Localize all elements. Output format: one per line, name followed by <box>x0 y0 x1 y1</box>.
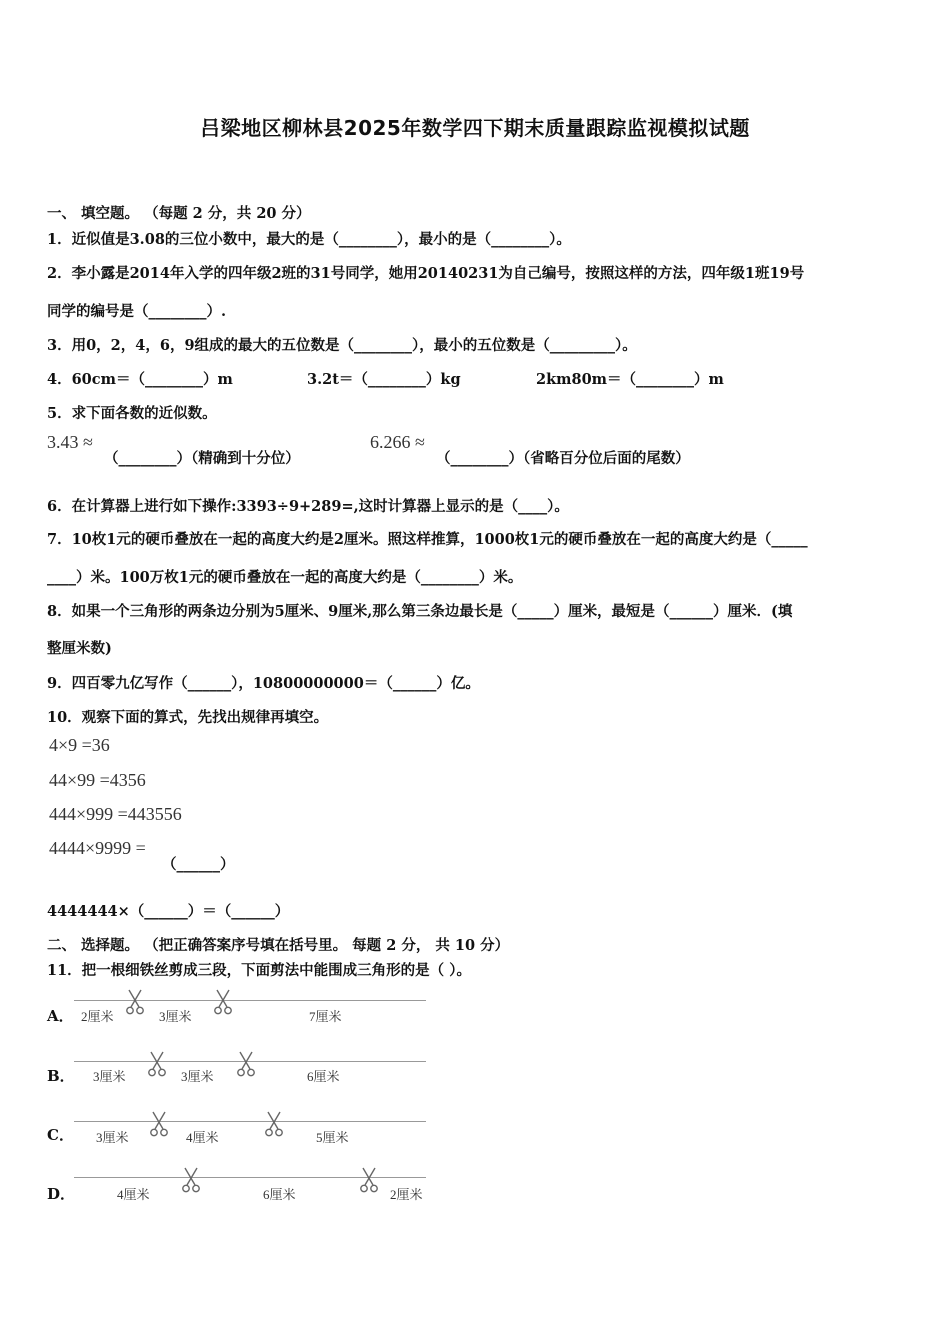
segment-label: 3厘米 <box>181 1069 214 1084</box>
question-2-line-2: 同学的编号是（________）. <box>47 303 227 320</box>
option-d-label: D． <box>47 1185 76 1203</box>
segment-label: 3厘米 <box>93 1069 126 1084</box>
scissors-icon <box>358 1166 380 1194</box>
question-4-part-b: 3.2t＝（________）kg <box>307 371 461 388</box>
scissors-icon <box>263 1110 285 1138</box>
question-5-blank-a: （________）（精确到十分位） <box>104 450 300 467</box>
segment-label: 4厘米 <box>117 1187 150 1202</box>
section-heading-fill-in: 一、 填空题。 （每题 2 分，共 20 分） <box>47 205 311 222</box>
question-5-expr-b: 6.266 ≈ <box>370 432 425 452</box>
question-7-line-2: ____）米。100万枚1元的硬币叠放在一起的高度大约是（________）米。 <box>47 569 523 586</box>
question-7-line-1: 7．10枚1元的硬币叠放在一起的高度大约是2厘米。照这样推算，1000枚1元的硬币叠放在一起的高度大约是（_____ <box>47 531 808 548</box>
scissors-icon <box>148 1110 170 1138</box>
question-11-stem: 11．把一根细铁丝剪成三段，下面剪法中能围成三角形的是（ ）。 <box>47 962 471 979</box>
question-10-eq-1: 4×9 =36 <box>49 735 110 755</box>
segment-label: 3厘米 <box>159 1009 192 1024</box>
question-10-eq-4-blank: （______） <box>162 856 235 873</box>
option-b-label: B． <box>47 1067 75 1085</box>
segment-label: 7厘米 <box>309 1009 342 1024</box>
scissors-icon <box>124 988 146 1016</box>
question-6: 6．在计算器上进行如下操作:3393÷9+289=,这时计算器上显示的是（____）。 <box>47 498 569 515</box>
question-4-part-a: 4．60cm＝（________）m <box>47 371 233 388</box>
option-c-label: C． <box>47 1126 74 1144</box>
section-heading-multiple-choice: 二、 选择题。 （把正确答案序号填在括号里。 每题 2 分， 共 10 分） <box>47 937 510 954</box>
scissors-icon <box>212 988 234 1016</box>
question-5-stem: 5．求下面各数的近似数。 <box>47 405 217 422</box>
question-10-eq-3: 444×999 =443556 <box>49 804 182 824</box>
segment-label: 3厘米 <box>96 1130 129 1145</box>
question-10-eq-2: 44×99 =4356 <box>49 770 146 790</box>
option-a-label: A． <box>47 1007 74 1025</box>
segment-label: 6厘米 <box>263 1187 296 1202</box>
scissors-icon <box>146 1050 168 1078</box>
scissors-icon <box>180 1166 202 1194</box>
segment-label: 5厘米 <box>316 1130 349 1145</box>
question-2-line-1: 2．李小露是2014年入学的四年级2班的31号同学，她用20140231为自己编号，按照这样的方法，四年级1班19号 <box>47 265 805 282</box>
question-1: 1．近似值是3.08的三位小数中，最大的是（________），最小的是（________）。 <box>47 231 571 248</box>
question-10-stem: 10．观察下面的算式，先找出规律再填空。 <box>47 709 329 726</box>
page-title: 吕梁地区柳林县2025年数学四下期末质量跟踪监视模拟试题 <box>200 116 750 140</box>
question-5-expr-a: 3.43 ≈ <box>47 432 93 452</box>
question-8-line-2: 整厘米数) <box>47 640 112 657</box>
segment-label: 6厘米 <box>307 1069 340 1084</box>
question-5-blank-b: （________）（省略百分位后面的尾数） <box>436 450 690 467</box>
question-8-line-1: 8．如果一个三角形的两条边分别为5厘米、9厘米,那么第三条边最长是（_____）厘米，最短是（______）厘米．(填 <box>47 603 793 620</box>
question-3: 3．用0，2，4，6，9组成的最大的五位数是（________），最小的五位数是（_________）。 <box>47 337 637 354</box>
question-9: 9．四百零九亿写作（______），10800000000＝（______）亿。 <box>47 675 480 692</box>
segment-label: 2厘米 <box>390 1187 423 1202</box>
segment-label: 2厘米 <box>81 1009 114 1024</box>
scissors-icon <box>235 1050 257 1078</box>
question-10-eq-5: 4444444×（______）＝（______） <box>47 903 290 920</box>
wire-line <box>74 1121 426 1122</box>
question-4-part-c: 2km80m＝（________）m <box>536 371 724 388</box>
question-10-eq-4: 4444×9999 = <box>49 838 146 858</box>
segment-label: 4厘米 <box>186 1130 219 1145</box>
